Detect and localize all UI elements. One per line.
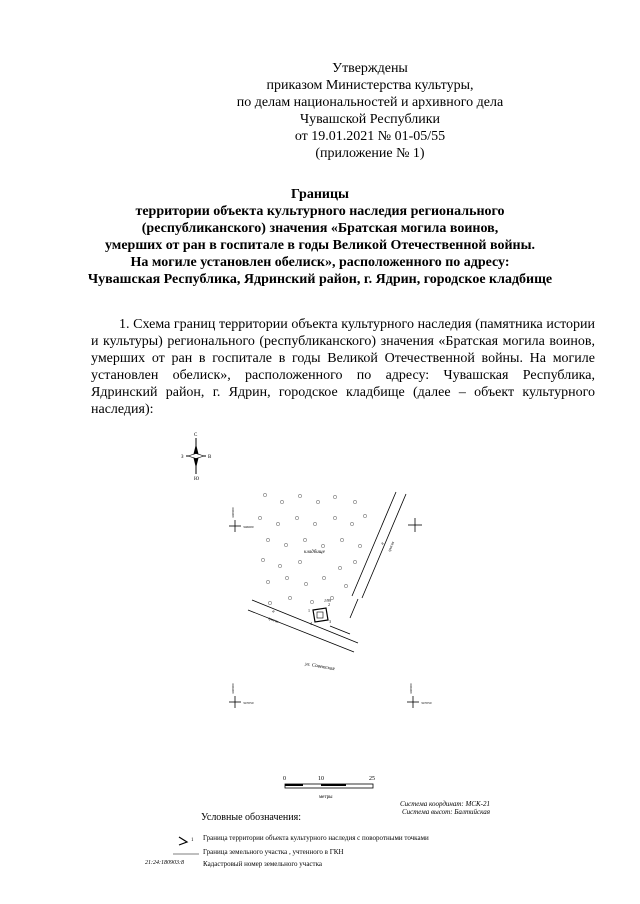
scale-bar [283, 774, 383, 806]
coord-br-v: 346900 [409, 683, 413, 694]
boundary-symbol-icon [165, 834, 201, 846]
point-1: 1 [308, 608, 310, 613]
legend-item-land-plot [155, 848, 625, 860]
compass-s: Ю [194, 477, 200, 482]
coord-bl-v: 346900 [231, 683, 235, 694]
approval-line-2: приказом Министерства культуры, [266, 78, 474, 93]
coord-cross-top-right [408, 518, 422, 532]
approval-block [205, 60, 535, 162]
document-title [40, 186, 600, 288]
map-svg [150, 420, 490, 820]
coord-system-line: Система координат: МСК-21 [399, 800, 490, 808]
height-system-line: Система высот: Балтийская [401, 808, 490, 816]
approval-line-3: по делам национальностей и архивного дела [236, 95, 504, 110]
paragraph-text: 1. Схема границ территории объекта культурного наследия (памятника истории и культуры) регионального (республиканского) значения «Братская могила воинов, умерших от ран в госпитале в годы Великой Отечественной войны. На могиле установлен обелиск», расположенного по адресу: Чувашская Республика, Ядринский район, г. Ядрин, городское кладбище (далее – объект культурного наследия): [91, 317, 595, 417]
legend-text-2: Граница земельного участка , учтенного в ГКН [203, 848, 344, 856]
coord-cross-top-left [229, 507, 254, 532]
compass-e: В [208, 455, 212, 460]
approval-line-5: от 19.01.2021 № 01-05/55 [294, 129, 446, 144]
approval-line-6: (приложение № 1) [315, 146, 425, 161]
legend-symbol-label-1: 1 [191, 838, 194, 843]
coord-br-h: 347050 [421, 701, 432, 705]
legend-cadastral-example: 21:24:180903:8 [145, 860, 184, 866]
legend-title: Условные обозначения: [201, 812, 302, 823]
legend-item-boundary [155, 834, 625, 846]
coord-cross-bottom-left [229, 683, 254, 708]
scale-tick-25: 25 [369, 776, 375, 782]
road-bottom-label: н [271, 608, 276, 614]
coord-tl-h: 346600 [243, 525, 254, 529]
road-bottom-label-2: грасвх [267, 615, 280, 624]
approval-line-1: Утверждены [332, 61, 408, 76]
compass-w: З [181, 455, 184, 460]
coord-cross-bottom-right [407, 683, 432, 708]
monument-boundary [308, 598, 331, 626]
title-line-1: Границы [291, 187, 349, 202]
title-line-4: умерших от ран в госпитале в годы Великой Отечественной войны. [104, 238, 536, 253]
cemetery-boundary [330, 599, 358, 634]
scale-tick-0: 0 [283, 776, 286, 782]
road-bottom [248, 600, 358, 652]
scale-tick-10: 10 [318, 776, 324, 782]
road-right [352, 492, 406, 598]
legend-item-cadastral [145, 860, 615, 872]
legend-text-3: Кадастровый номер земельного участка [203, 860, 322, 868]
legend [145, 812, 625, 902]
street-label: ул. Советская [304, 662, 335, 673]
area-label: 1/99 [324, 598, 332, 603]
road-right-label: н [379, 541, 385, 546]
legend-text-1: Граница территории объекта культурного наследия с поворотными точками [203, 834, 429, 842]
point-3: 3 [329, 619, 331, 624]
title-line-6: Чувашская Республика, Ядринский район, г. Ядрин, городское кладбище [87, 272, 553, 287]
point-2: 2 [328, 602, 330, 607]
boundary-map [150, 420, 490, 820]
compass-n: С [194, 433, 198, 438]
coord-tl-v: 346900 [231, 507, 235, 518]
title-line-3: (республиканского) значения «Братская могила воинов, [141, 221, 499, 236]
scheme-paragraph [91, 316, 595, 418]
approval-line-4: Чувашской Республики [299, 112, 441, 127]
road-right-label-2: грасвх [386, 540, 396, 553]
cemetery-label: кладбище [304, 550, 325, 555]
land-plot-line-icon [165, 848, 201, 860]
title-line-5: На могиле установлен обелиск», расположенного по адресу: [130, 255, 510, 270]
title-line-2: территории объекта культурного наследия регионального [135, 204, 505, 219]
cemetery-graves [258, 493, 366, 604]
compass-rose [181, 433, 212, 482]
scale-unit: метры [319, 795, 333, 800]
point-4: 4 [310, 621, 312, 626]
coord-bl-h: 347050 [243, 701, 254, 705]
